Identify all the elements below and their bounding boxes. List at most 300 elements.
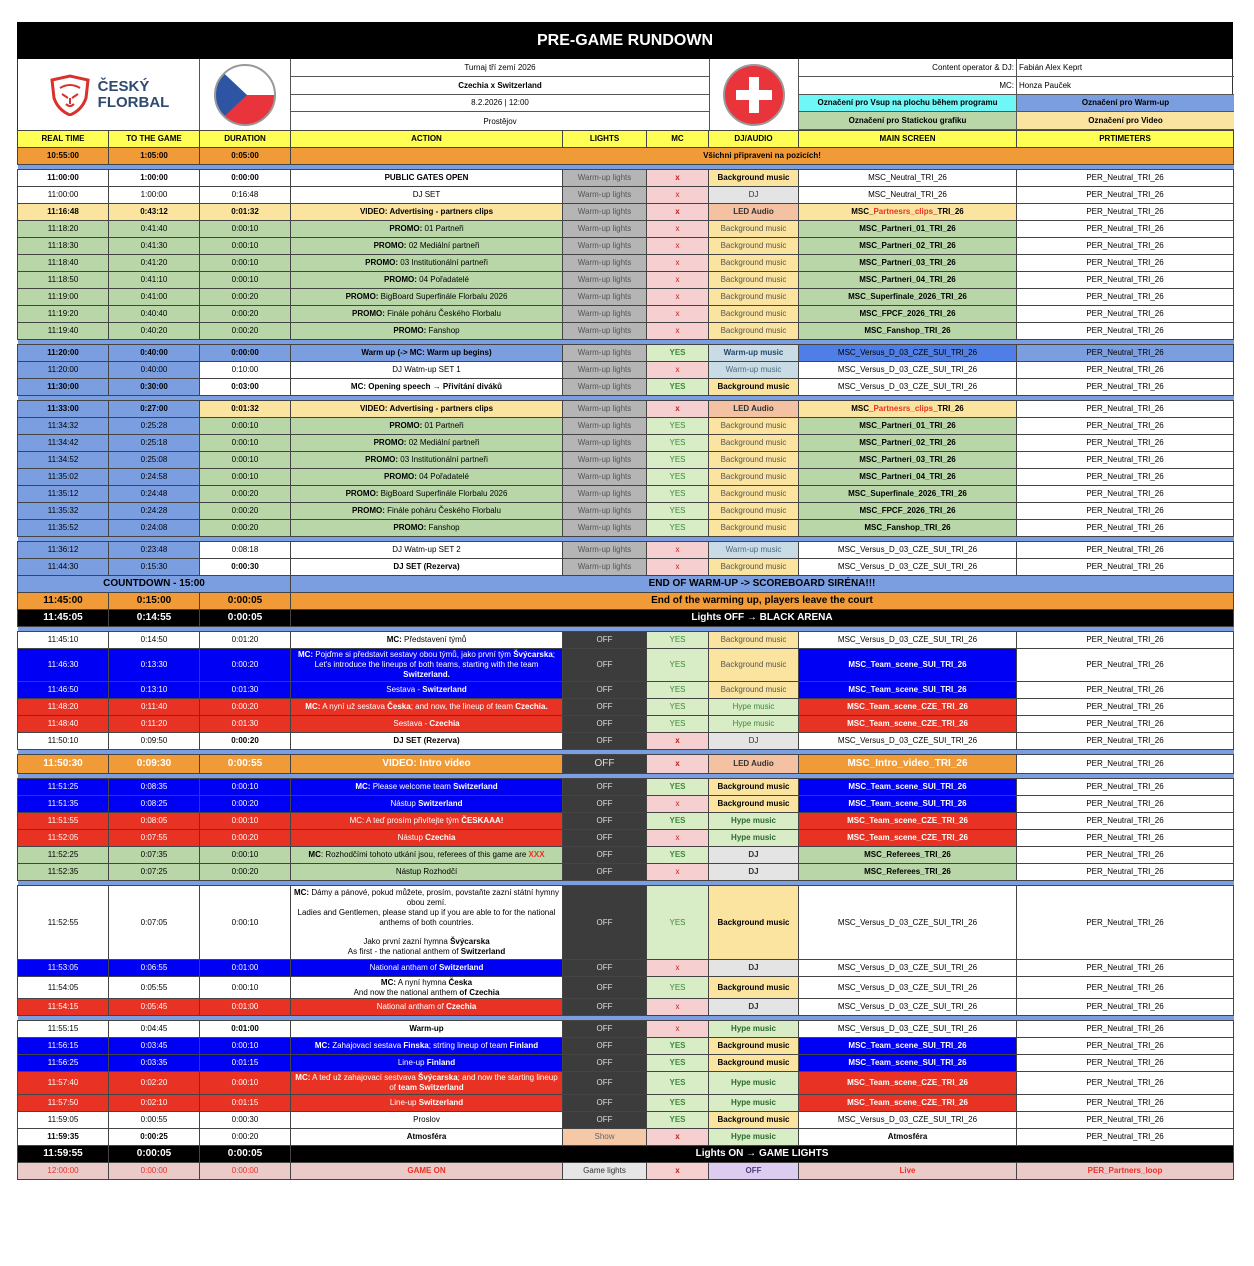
table-row[interactable]	[18, 401, 1234, 418]
countdown-row	[18, 576, 1234, 593]
main-screen-cell	[799, 779, 1017, 796]
action-ab: MC:	[293, 888, 310, 897]
action-cell	[291, 379, 563, 396]
table-row[interactable]	[18, 1021, 1234, 1038]
table-row[interactable]	[18, 755, 1234, 774]
table-row[interactable]	[18, 272, 1234, 289]
lights: Warm-up lights	[563, 306, 647, 323]
action-a: DJ SET	[412, 190, 441, 199]
real-time: 11:45:05	[18, 610, 109, 627]
table-row[interactable]	[18, 682, 1234, 699]
table-row[interactable]	[18, 187, 1234, 204]
main-screen-value: MSC_FPCF_2026_TRI_26	[859, 506, 956, 515]
action-cell	[291, 221, 563, 238]
main-screen-value: Live	[899, 1166, 916, 1175]
table-row[interactable]	[18, 1095, 1234, 1112]
dj-audio: Background music	[709, 1055, 799, 1072]
action-ab: MC:	[386, 635, 402, 644]
table-row[interactable]	[18, 362, 1234, 379]
main-screen-cell	[799, 221, 1017, 238]
mc-status: YES	[647, 418, 709, 435]
dj-audio: Background music	[709, 977, 799, 999]
logo-line-1: ČESKÝ	[97, 77, 150, 95]
lights: Warm-up lights	[563, 187, 647, 204]
prtimeters: PER_Neutral_TRI_26	[1017, 379, 1234, 396]
dj-audio: LED Audio	[709, 204, 799, 221]
action-a: Sestava -	[393, 719, 430, 728]
col-header-lights: LIGHTS	[563, 131, 647, 148]
table-row[interactable]	[18, 813, 1234, 830]
action-cell	[291, 559, 563, 576]
main-screen-value: MSC_Superfinale_2026_TRI_26	[848, 292, 967, 301]
action-cell	[291, 716, 563, 733]
rundown-sheet	[17, 22, 1233, 1180]
action-a1b: Czechia	[446, 1002, 477, 1011]
action-ab: PROMO:	[352, 506, 385, 515]
mc-status: YES	[647, 699, 709, 716]
main-screen-value: MSC_Team_scene_CZE_TRI_26	[847, 719, 968, 728]
main-screen-value: MSC_Fanshop_TRI_26	[864, 326, 951, 335]
table-row[interactable]	[18, 649, 1234, 682]
main-screen-cell	[799, 272, 1017, 289]
mc-status: x	[647, 542, 709, 559]
lights: Warm-up lights	[563, 272, 647, 289]
action-a: 01 Partneři	[422, 224, 464, 233]
action-cell	[291, 362, 563, 379]
action-ab: PROMO:	[389, 224, 423, 233]
to-the-game: 0:15:30	[109, 559, 200, 576]
lights: OFF	[563, 960, 647, 977]
mc-status: YES	[647, 1038, 709, 1055]
dj-audio: Background music	[709, 323, 799, 340]
action-a1b: Česka	[448, 977, 473, 987]
duration: 0:00:10	[200, 418, 291, 435]
main-screen-cell	[799, 960, 1017, 977]
duration: 0:00:30	[200, 559, 291, 576]
prtimeters: PER_Neutral_TRI_26	[1017, 977, 1234, 999]
prtimeters: PER_Neutral_TRI_26	[1017, 559, 1234, 576]
action-a: Warm-up	[409, 1024, 444, 1033]
mc-status: YES	[647, 649, 709, 682]
action-a2b: Switzerland.	[403, 670, 450, 679]
real-time: 11:59:05	[18, 1112, 109, 1129]
col-header-prtimeters: PRTIMETERS	[1017, 131, 1234, 148]
table-row[interactable]	[18, 204, 1234, 221]
mc-status: x	[647, 362, 709, 379]
dj-audio: Background music	[709, 1112, 799, 1129]
prtimeters: PER_Neutral_TRI_26	[1017, 170, 1234, 187]
prtimeters: PER_Neutral_TRI_26	[1017, 362, 1234, 379]
action-cell	[291, 542, 563, 559]
action-a: National antham of	[369, 963, 439, 972]
table-row[interactable]	[18, 289, 1234, 306]
table-row[interactable]	[18, 977, 1234, 999]
main-screen-cell	[799, 755, 1017, 774]
dj-audio: Background music	[709, 503, 799, 520]
table-row[interactable]	[18, 699, 1234, 716]
content-operator-value: Fabián Alex Keprt	[1017, 59, 1234, 77]
rundown-table	[17, 130, 1234, 1180]
to-the-game: 0:07:05	[109, 886, 200, 960]
prtimeters: PER_Neutral_TRI_26	[1017, 1055, 1234, 1072]
main-screen-value: MSC_Partneri_03_TRI_26	[859, 455, 956, 464]
main-screen-value: MSC_Intro_video_TRI_26	[847, 758, 968, 769]
to-the-game: 0:25:18	[109, 435, 200, 452]
mc-status: x	[647, 323, 709, 340]
main-screen-cell	[799, 1021, 1017, 1038]
real-time: 11:35:02	[18, 469, 109, 486]
swiss-flag-cell	[709, 59, 799, 130]
main-screen-value: MSC_Referees_TRI_26	[864, 850, 951, 859]
main-screen-cell	[799, 520, 1017, 537]
prtimeters: PER_Neutral_TRI_26	[1017, 238, 1234, 255]
dj-audio: Hype music	[709, 1021, 799, 1038]
duration: 0:01:00	[200, 1021, 291, 1038]
main-screen-value: MSC_Versus_D_03_CZE_SUI_TRI_26	[837, 635, 978, 644]
real-time: 11:19:40	[18, 323, 109, 340]
note-text: Všichni připraveni na pozicích!	[291, 148, 1234, 165]
main-screen-cell	[799, 864, 1017, 881]
action-cell	[291, 1055, 563, 1072]
table-row[interactable]	[18, 306, 1234, 323]
to-the-game: 0:24:08	[109, 520, 200, 537]
main-screen-cell	[799, 418, 1017, 435]
mc-status: x	[647, 755, 709, 774]
action-a1: A nyní hymna	[396, 977, 449, 987]
action-a2: ; and now, the lineup of team	[410, 702, 516, 711]
duration: 0:00:10	[200, 452, 291, 469]
table-row[interactable]	[18, 830, 1234, 847]
table-row[interactable]	[18, 999, 1234, 1016]
action-ab: MC:	[314, 1041, 330, 1050]
real-time: 11:16:48	[18, 204, 109, 221]
action-a: Představení týmů	[401, 635, 467, 644]
lights: OFF	[563, 699, 647, 716]
action-ab: PROMO:	[365, 455, 399, 464]
to-the-game: 0:43:12	[109, 204, 200, 221]
main-screen-cell	[799, 716, 1017, 733]
table-row[interactable]	[18, 345, 1234, 362]
table-row[interactable]	[18, 323, 1234, 340]
action-cell	[291, 204, 563, 221]
main-screen-cell	[799, 486, 1017, 503]
to-the-game: 0:13:10	[109, 682, 200, 699]
action-a1b: Švýcarska	[418, 1073, 458, 1082]
prtimeters: PER_Neutral_TRI_26	[1017, 1038, 1234, 1055]
main-screen-prefix: MSC_	[851, 207, 874, 216]
mc-status: YES	[647, 503, 709, 520]
table-row[interactable]	[18, 170, 1234, 187]
prtimeters: PER_Neutral_TRI_26	[1017, 755, 1234, 774]
table-row[interactable]	[18, 1072, 1234, 1095]
duration: 0:00:10	[200, 272, 291, 289]
table-row[interactable]	[18, 779, 1234, 796]
duration: 0:01:32	[200, 401, 291, 418]
table-row[interactable]	[18, 1163, 1234, 1180]
action-a: Warm up (-> MC: Warm up begins)	[361, 348, 492, 357]
table-row[interactable]	[18, 520, 1234, 537]
mc-status: YES	[647, 1095, 709, 1112]
action-a: MC: A teď prosím přivítejte tým	[349, 816, 462, 825]
to-the-game: 0:00:25	[109, 1129, 200, 1146]
table-row[interactable]	[18, 452, 1234, 469]
action-a: 02 Mediální partneři	[406, 241, 480, 250]
legend-warmup: Označení pro Warm-up	[1017, 95, 1234, 113]
content-operator-label: Content operator & DJ:	[799, 59, 1017, 77]
main-screen-prefix: MSC_	[851, 404, 874, 413]
mc-status: x	[647, 306, 709, 323]
lights: OFF	[563, 847, 647, 864]
dj-audio: Hype music	[709, 716, 799, 733]
prtimeters: PER_Neutral_TRI_26	[1017, 323, 1234, 340]
action-a: : Rozhodčími tohoto utkání jsou, referees of this game are	[320, 850, 529, 859]
to-the-game: 0:07:35	[109, 847, 200, 864]
mc-status: YES	[647, 379, 709, 396]
dj-audio: Background music	[709, 486, 799, 503]
main-screen-value: MSC_Fanshop_TRI_26	[864, 523, 951, 532]
dj-audio: Background music	[709, 306, 799, 323]
action-ab: MC:	[297, 650, 314, 659]
action-cell	[291, 1163, 563, 1180]
main-screen-value: MSC_Partneri_02_TRI_26	[859, 241, 956, 250]
dj-audio: DJ	[709, 847, 799, 864]
logo-line-2: FLORBAL	[97, 93, 170, 111]
action-cell	[291, 520, 563, 537]
main-screen-cell	[799, 187, 1017, 204]
col-header-duration: DURATION	[200, 131, 291, 148]
main-screen-value: MSC_Versus_D_03_CZE_SUI_TRI_26	[837, 562, 978, 571]
to-the-game: 0:41:10	[109, 272, 200, 289]
mc-status: x	[647, 960, 709, 977]
lights: OFF	[563, 682, 647, 699]
action-a: Line-up	[397, 1058, 427, 1067]
dj-audio: Background music	[709, 289, 799, 306]
action-a: 04 Pořadatelé	[416, 275, 469, 284]
table-row[interactable]	[18, 542, 1234, 559]
dj-audio: Background music	[709, 170, 799, 187]
mc-value: Honza Pauček	[1017, 77, 1234, 95]
main-screen-cell	[799, 170, 1017, 187]
mc-status: YES	[647, 716, 709, 733]
action-a: VIDEO: Advertising - partners clips	[359, 207, 494, 216]
action-a1: Zahajovací sestava	[330, 1041, 404, 1050]
main-screen-cell	[799, 379, 1017, 396]
table-row[interactable]	[18, 486, 1234, 503]
dj-audio: LED Audio	[709, 755, 799, 774]
action-ared: XXX	[528, 850, 545, 859]
col-header-dj-audio: DJ/AUDIO	[709, 131, 799, 148]
table-row[interactable]	[18, 886, 1234, 960]
action-a1: A teď už zahajovací sestvava	[310, 1073, 419, 1082]
main-screen-value: MSC_Referees_TRI_26	[864, 867, 951, 876]
to-the-game: 0:09:50	[109, 733, 200, 750]
table-row[interactable]	[18, 238, 1234, 255]
dj-audio: Hype music	[709, 830, 799, 847]
action-a: Fanshop	[426, 326, 460, 335]
main-screen-value: MSC_Versus_D_03_CZE_SUI_TRI_26	[837, 365, 978, 374]
action-ab: PROMO:	[373, 438, 407, 447]
mc-status: YES	[647, 469, 709, 486]
table-row[interactable]	[18, 255, 1234, 272]
table-row[interactable]	[18, 221, 1234, 238]
action-a: Nástup Rozhodčí	[395, 867, 458, 876]
to-the-game: 0:02:10	[109, 1095, 200, 1112]
action-a1b: Switzerland	[418, 1098, 464, 1107]
dj-audio: DJ	[709, 960, 799, 977]
table-row[interactable]	[18, 796, 1234, 813]
prtimeters: PER_Neutral_TRI_26	[1017, 469, 1234, 486]
table-row[interactable]	[18, 435, 1234, 452]
real-time: 11:44:30	[18, 559, 109, 576]
action-cell	[291, 1038, 563, 1055]
col-header-to-the-game: TO THE GAME	[109, 131, 200, 148]
action-a1b: Switzerland	[438, 963, 484, 972]
dj-audio: Background music	[709, 255, 799, 272]
lights: OFF	[563, 779, 647, 796]
table-row[interactable]	[18, 1129, 1234, 1146]
prtimeters: PER_Neutral_TRI_26	[1017, 503, 1234, 520]
action-a: DJ SET (Rezerva)	[393, 736, 460, 745]
real-time: 11:34:32	[18, 418, 109, 435]
mc-status: YES	[647, 452, 709, 469]
dj-audio: Background music	[709, 1038, 799, 1055]
prtimeters: PER_Neutral_TRI_26	[1017, 632, 1234, 649]
real-time: 11:30:00	[18, 379, 109, 396]
real-time: 11:52:35	[18, 864, 109, 881]
action-cell	[291, 733, 563, 750]
main-screen-cell	[799, 632, 1017, 649]
main-screen-cell	[799, 1129, 1017, 1146]
lights: OFF	[563, 632, 647, 649]
main-screen-value: MSC_Partneri_01_TRI_26	[859, 224, 956, 233]
to-the-game: 0:08:05	[109, 813, 200, 830]
table-row[interactable]	[18, 1055, 1234, 1072]
main-screen-value: MSC_Partneri_04_TRI_26	[859, 472, 956, 481]
crew-and-legend	[799, 59, 1234, 130]
to-the-game: 0:04:45	[109, 1021, 200, 1038]
real-time: 11:35:52	[18, 520, 109, 537]
action-cell	[291, 779, 563, 796]
action-cell	[291, 649, 563, 682]
prtimeters: PER_Neutral_TRI_26	[1017, 1112, 1234, 1129]
main-screen-cell	[799, 204, 1017, 221]
main-screen-cell	[799, 886, 1017, 960]
action-a2b: Czechia.	[515, 702, 548, 711]
real-time: 11:52:25	[18, 847, 109, 864]
to-the-game: 0:41:00	[109, 289, 200, 306]
table-row[interactable]	[18, 503, 1234, 520]
duration: 0:00:20	[200, 796, 291, 813]
table-row[interactable]	[18, 632, 1234, 649]
main-screen-value: MSC_Neutral_TRI_26	[868, 190, 947, 199]
duration: 0:00:05	[200, 1146, 291, 1163]
action-a2b: team Switzerland	[398, 1083, 464, 1092]
dj-audio: Background music	[709, 435, 799, 452]
prtimeters: PER_Neutral_TRI_26	[1017, 401, 1234, 418]
prtimeters: PER_Neutral_TRI_26	[1017, 649, 1234, 682]
mc-status: x	[647, 204, 709, 221]
match-name: Czechia x Switzerland	[291, 77, 709, 95]
action-a1: Dámy a pánové, pokud můžete, prosím, povstaňte zazní státní hymny obou zemí.	[309, 888, 559, 907]
main-screen-cell	[799, 830, 1017, 847]
action-cell	[291, 830, 563, 847]
to-the-game: 0:24:28	[109, 503, 200, 520]
real-time: 11:50:30	[18, 755, 109, 774]
duration: 0:00:20	[200, 1129, 291, 1146]
real-time: 11:18:40	[18, 255, 109, 272]
main-screen-cell	[799, 452, 1017, 469]
swiss-flag-icon	[722, 63, 786, 127]
duration: 0:00:10	[200, 469, 291, 486]
dj-audio: DJ	[709, 187, 799, 204]
table-row[interactable]	[18, 847, 1234, 864]
real-time: 11:53:05	[18, 960, 109, 977]
lights: Game lights	[563, 1163, 647, 1180]
action-cell	[291, 632, 563, 649]
real-time: 11:57:50	[18, 1095, 109, 1112]
event-info	[291, 59, 709, 130]
real-time: 11:56:25	[18, 1055, 109, 1072]
table-row[interactable]	[18, 559, 1234, 576]
main-screen-cell	[799, 1095, 1017, 1112]
dj-audio: Background music	[709, 379, 799, 396]
main-screen-cell	[799, 847, 1017, 864]
lights: OFF	[563, 886, 647, 960]
mc-status: YES	[647, 682, 709, 699]
action-a1b: ČESKAAA!	[461, 816, 504, 825]
action-cell	[291, 435, 563, 452]
real-time: 11:56:15	[18, 1038, 109, 1055]
duration: 0:01:20	[200, 632, 291, 649]
action-ab: MC:	[295, 1073, 311, 1082]
duration: 0:00:20	[200, 503, 291, 520]
action-a1b: Finland	[426, 1058, 456, 1067]
main-screen-cell	[799, 813, 1017, 830]
duration: 0:00:10	[200, 1038, 291, 1055]
duration: 0:05:00	[200, 148, 291, 165]
main-screen-cell	[799, 649, 1017, 682]
table-row[interactable]	[18, 418, 1234, 435]
main-screen-cell	[799, 796, 1017, 813]
duration: 0:00:10	[200, 255, 291, 272]
to-the-game: 0:14:50	[109, 632, 200, 649]
main-screen-value: MSC_Versus_D_03_CZE_SUI_TRI_26	[837, 982, 978, 992]
table-row[interactable]	[18, 733, 1234, 750]
table-row[interactable]	[18, 864, 1234, 881]
prtimeters: PER_Neutral_TRI_26	[1017, 796, 1234, 813]
action-a: 03 Institutionální partneři	[398, 455, 488, 464]
dj-audio: Warm-up music	[709, 542, 799, 559]
action-a: Nástup	[397, 833, 426, 842]
table-row[interactable]	[18, 379, 1234, 396]
action-ab: PROMO:	[352, 309, 385, 318]
prtimeters: PER_Neutral_TRI_26	[1017, 272, 1234, 289]
lights: OFF	[563, 796, 647, 813]
action-cell	[291, 886, 563, 960]
duration: 0:00:10	[200, 779, 291, 796]
table-row[interactable]	[18, 960, 1234, 977]
real-time: 11:48:20	[18, 699, 109, 716]
lights: OFF	[563, 649, 647, 682]
action-a: National antham of	[376, 1002, 447, 1011]
table-row[interactable]	[18, 469, 1234, 486]
action-ab: PROMO:	[389, 421, 423, 430]
table-row[interactable]	[18, 716, 1234, 733]
table-row[interactable]	[18, 1112, 1234, 1129]
prtimeters: PER_Neutral_TRI_26	[1017, 418, 1234, 435]
action-a: DJ Watm-up SET 1	[392, 365, 461, 374]
table-row[interactable]	[18, 1038, 1234, 1055]
